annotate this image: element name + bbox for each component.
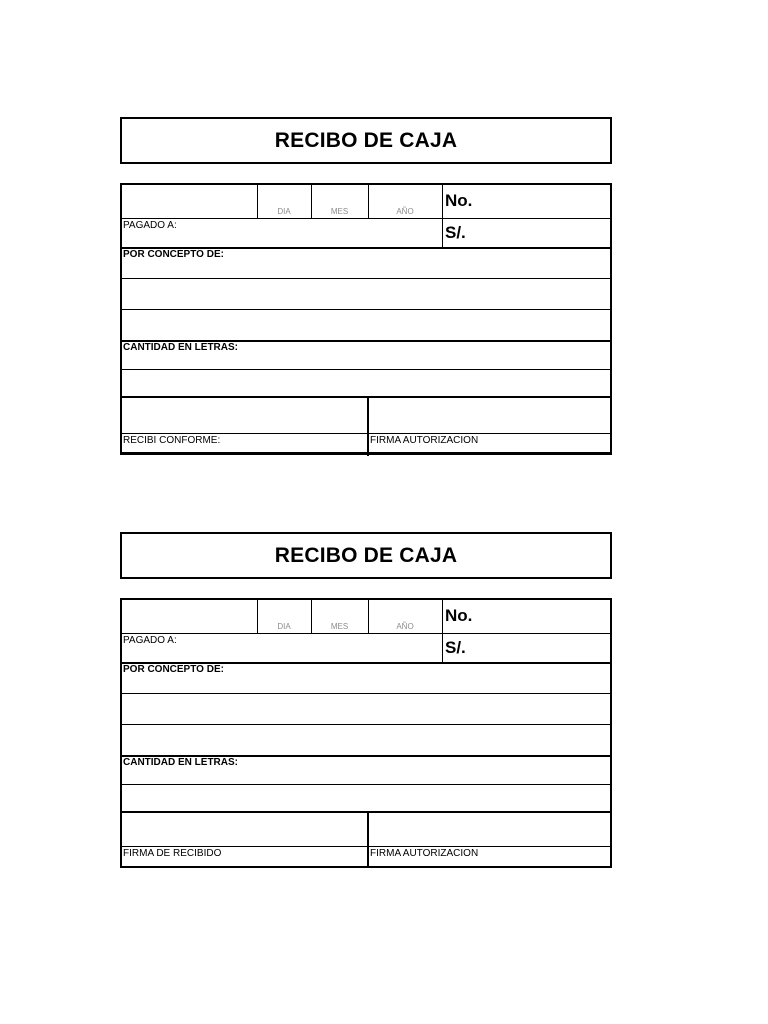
mes-label: MES <box>330 207 349 216</box>
row-line <box>122 633 610 634</box>
row-line <box>122 693 610 694</box>
row-line <box>122 309 610 310</box>
dia-label: DIA <box>277 622 291 631</box>
row-line <box>122 278 610 279</box>
signature-left-label: FIRMA DE RECIBIDO <box>123 848 222 859</box>
signature-divider <box>367 811 369 868</box>
receipt-form <box>120 183 612 455</box>
number-label: No. <box>445 191 473 210</box>
concepto-label: POR CONCEPTO DE: <box>123 249 224 260</box>
receipt-title: RECIBO DE CAJA <box>120 532 612 579</box>
anio-label: AÑO <box>396 207 414 216</box>
signature-right-label: FIRMA AUTORIZACION <box>370 435 479 446</box>
cantidad-label: CANTIDAD EN LETRAS: <box>123 342 238 353</box>
row-line <box>122 846 610 847</box>
receipt-title: RECIBO DE CAJA <box>120 117 612 164</box>
mes-label: MES <box>330 622 349 631</box>
signature-left-label: RECIBI CONFORME: <box>123 435 221 446</box>
row-line <box>122 369 610 370</box>
number-divider <box>442 185 443 247</box>
receipt-form <box>120 598 612 868</box>
number-divider <box>442 600 443 662</box>
signature-divider <box>367 396 369 456</box>
signature-right-label: FIRMA AUTORIZACION <box>370 848 479 859</box>
cantidad-label: CANTIDAD EN LETRAS: <box>123 757 238 768</box>
row-line <box>122 433 610 434</box>
row-line <box>122 396 610 398</box>
dia-label: DIA <box>277 207 291 216</box>
row-line <box>122 218 610 219</box>
row-line <box>122 784 610 785</box>
amount-label: S/. <box>445 638 466 657</box>
row-line <box>122 811 610 813</box>
anio-label: AÑO <box>396 622 414 631</box>
amount-label: S/. <box>445 223 466 242</box>
pagado-label: PAGADO A: <box>123 220 177 231</box>
pagado-label: PAGADO A: <box>123 635 177 646</box>
concepto-label: POR CONCEPTO DE: <box>123 664 224 675</box>
number-label: No. <box>445 606 473 625</box>
row-line <box>122 724 610 725</box>
